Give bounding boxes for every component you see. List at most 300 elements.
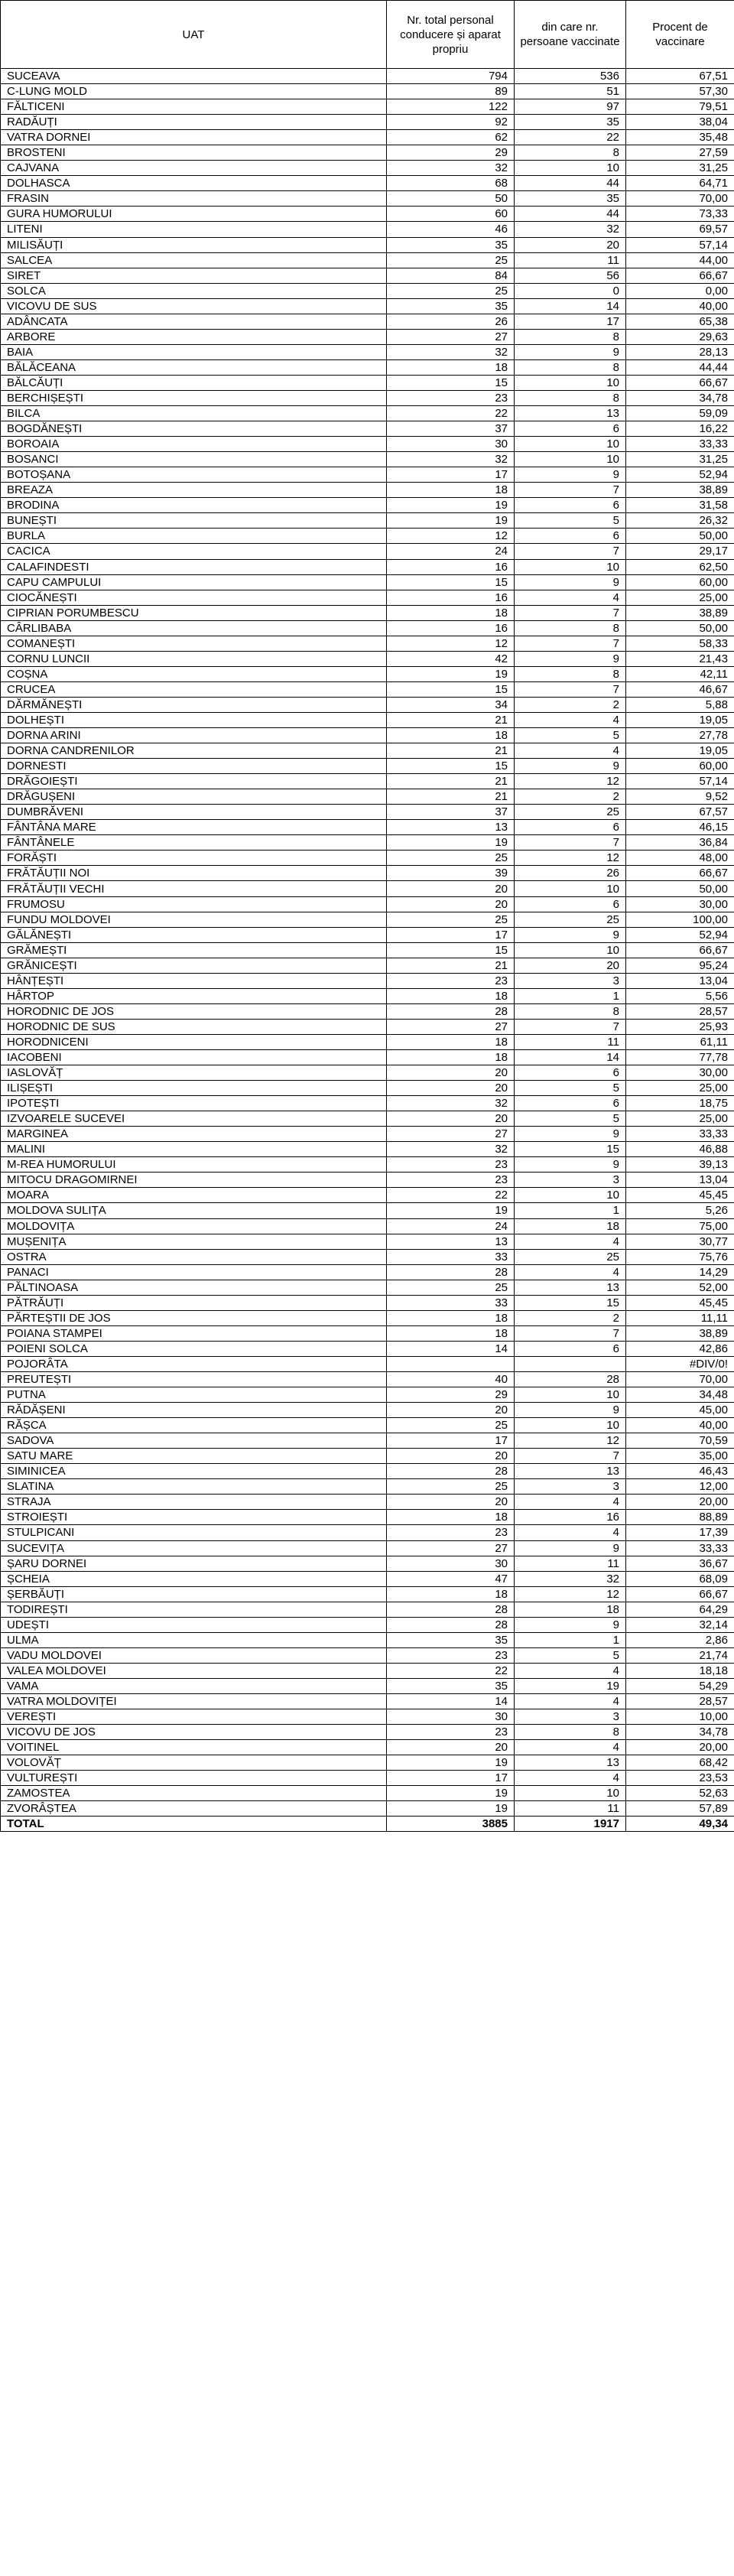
cell-total-personnel: 15 [387,681,515,697]
total-row [1,1817,734,1832]
cell-vaccinated-count: 25 [515,1249,626,1264]
cell-uat-name: VOITINEL [1,1740,387,1755]
cell-total-personnel: 21 [387,789,515,805]
table-row [1,789,734,805]
cell-uat-name: FRASIN [1,191,387,207]
cell-uat-name: LITENI [1,222,387,237]
table-row [1,1003,734,1019]
cell-uat-name: BUNEȘTI [1,513,387,529]
cell-total-personnel: 19 [387,1203,515,1218]
total-uat-name: TOTAL [1,1817,387,1832]
cell-total-personnel: 27 [387,1127,515,1142]
cell-vaccination-percent: 70,00 [626,1371,734,1387]
total-total-personnel: 3885 [387,1817,515,1832]
table-row [1,1556,734,1571]
cell-total-personnel [387,1356,515,1371]
cell-total-personnel: 15 [387,375,515,390]
header-vaccinated-count: din care nr. persoane vaccinate [515,1,626,69]
table-row [1,1418,734,1433]
cell-total-personnel: 14 [387,1341,515,1356]
table-row [1,1586,734,1602]
cell-vaccinated-count: 14 [515,298,626,314]
cell-vaccination-percent: 38,89 [626,483,734,498]
table-row [1,268,734,283]
cell-vaccinated-count: 20 [515,237,626,252]
cell-uat-name: HÂRTOP [1,988,387,1003]
cell-uat-name: VAMA [1,1678,387,1693]
table-row [1,298,734,314]
cell-vaccinated-count: 14 [515,1050,626,1065]
cell-vaccination-percent: 19,05 [626,743,734,759]
cell-total-personnel: 32 [387,1142,515,1157]
cell-total-personnel: 28 [387,1003,515,1019]
cell-vaccination-percent: 75,76 [626,1249,734,1264]
cell-vaccination-percent: 57,14 [626,237,734,252]
cell-uat-name: SIRET [1,268,387,283]
cell-vaccination-percent: 20,00 [626,1495,734,1510]
cell-uat-name: DĂRMĂNEȘTI [1,697,387,712]
cell-vaccinated-count: 10 [515,452,626,467]
cell-uat-name: ULMA [1,1632,387,1647]
table-row [1,1234,734,1249]
cell-vaccination-percent: 25,00 [626,1111,734,1127]
cell-vaccination-percent: 65,38 [626,314,734,329]
cell-uat-name: PĂRTEȘTII DE JOS [1,1310,387,1325]
cell-uat-name: BERCHIȘEȘTI [1,390,387,405]
cell-total-personnel: 18 [387,1325,515,1341]
cell-vaccination-percent: 25,00 [626,590,734,605]
table-row [1,406,734,421]
table-row [1,222,734,237]
cell-vaccinated-count: 4 [515,1663,626,1678]
cell-uat-name: GURA HUMORULUI [1,207,387,222]
cell-uat-name: SOLCA [1,283,387,298]
cell-total-personnel: 92 [387,115,515,130]
cell-total-personnel: 30 [387,1556,515,1571]
table-row [1,161,734,176]
table-row [1,467,734,483]
cell-uat-name: HÂNȚEȘTI [1,973,387,988]
cell-vaccination-percent: 45,45 [626,1188,734,1203]
cell-vaccination-percent: 38,89 [626,605,734,620]
cell-vaccinated-count: 10 [515,161,626,176]
cell-vaccination-percent: 58,33 [626,636,734,651]
table-row [1,728,734,743]
cell-vaccination-percent: 66,67 [626,942,734,958]
cell-vaccination-percent: 19,05 [626,712,734,727]
cell-vaccination-percent: 2,86 [626,1632,734,1647]
table-row [1,681,734,697]
cell-uat-name: BOGDĂNEȘTI [1,421,387,437]
table-row [1,1371,734,1387]
table-row [1,498,734,513]
cell-vaccination-percent: 14,29 [626,1264,734,1280]
cell-total-personnel: 23 [387,1157,515,1173]
cell-vaccinated-count: 10 [515,1188,626,1203]
cell-total-personnel: 27 [387,1540,515,1556]
cell-vaccinated-count: 4 [515,1264,626,1280]
total-vaccination-percent: 49,34 [626,1817,734,1832]
table-row [1,1464,734,1479]
cell-uat-name: STULPICANI [1,1525,387,1540]
cell-vaccinated-count: 12 [515,1586,626,1602]
table-row [1,559,734,574]
cell-vaccinated-count: 9 [515,651,626,666]
cell-vaccinated-count: 51 [515,84,626,99]
table-row [1,973,734,988]
cell-vaccinated-count: 4 [515,1525,626,1540]
cell-vaccinated-count: 8 [515,666,626,681]
table-row [1,1142,734,1157]
cell-vaccinated-count: 4 [515,590,626,605]
cell-uat-name: SADOVA [1,1433,387,1449]
cell-vaccination-percent: 11,11 [626,1310,734,1325]
cell-vaccination-percent: 67,57 [626,805,734,820]
cell-uat-name: POIENI SOLCA [1,1341,387,1356]
cell-total-personnel: 37 [387,805,515,820]
cell-total-personnel: 42 [387,651,515,666]
cell-vaccinated-count: 7 [515,835,626,851]
cell-vaccination-percent: 18,75 [626,1096,734,1111]
cell-uat-name: VADU MOLDOVEI [1,1647,387,1663]
cell-vaccinated-count: 2 [515,697,626,712]
cell-uat-name: ZAMOSTEA [1,1786,387,1801]
table-row [1,958,734,973]
table-row [1,1725,734,1740]
cell-vaccinated-count: 11 [515,252,626,268]
cell-vaccination-percent: 30,00 [626,896,734,912]
cell-vaccinated-count: 8 [515,329,626,344]
cell-vaccination-percent: 67,51 [626,69,734,84]
table-row [1,1602,734,1617]
cell-total-personnel: 19 [387,666,515,681]
table-row [1,1203,734,1218]
cell-uat-name: RĂȘCA [1,1418,387,1433]
cell-vaccinated-count: 9 [515,574,626,590]
cell-vaccinated-count: 16 [515,1510,626,1525]
table-row [1,1034,734,1049]
cell-vaccinated-count: 7 [515,605,626,620]
cell-uat-name: OSTRA [1,1249,387,1264]
cell-vaccinated-count: 3 [515,1709,626,1725]
cell-vaccination-percent: 30,00 [626,1065,734,1081]
cell-total-personnel: 89 [387,84,515,99]
table-row [1,1111,734,1127]
cell-total-personnel: 20 [387,881,515,896]
cell-vaccination-percent: 52,63 [626,1786,734,1801]
table-row [1,1647,734,1663]
cell-uat-name: VATRA DORNEI [1,130,387,145]
cell-total-personnel: 68 [387,176,515,191]
cell-vaccination-percent: 52,94 [626,927,734,942]
cell-uat-name: CACICA [1,544,387,559]
cell-total-personnel: 21 [387,712,515,727]
cell-total-personnel: 20 [387,1449,515,1464]
cell-uat-name: DRĂGOIEȘTI [1,774,387,789]
cell-vaccinated-count: 44 [515,207,626,222]
cell-uat-name: DORNESTI [1,759,387,774]
cell-uat-name: VICOVU DE SUS [1,298,387,314]
cell-vaccinated-count: 7 [515,1019,626,1034]
cell-vaccinated-count: 12 [515,774,626,789]
cell-vaccinated-count: 3 [515,1479,626,1495]
cell-vaccination-percent: 59,09 [626,406,734,421]
cell-vaccination-percent: 21,74 [626,1647,734,1663]
cell-uat-name: MITOCU DRAGOMIRNEI [1,1173,387,1188]
cell-vaccination-percent: 38,89 [626,1325,734,1341]
header-uat: UAT [1,1,387,69]
cell-vaccinated-count: 10 [515,1387,626,1403]
cell-vaccinated-count: 2 [515,789,626,805]
table-row [1,1173,734,1188]
cell-total-personnel: 33 [387,1249,515,1264]
cell-vaccination-percent: 33,33 [626,437,734,452]
cell-total-personnel: 25 [387,912,515,927]
cell-uat-name: PREUTEȘTI [1,1371,387,1387]
table-row [1,1433,734,1449]
cell-vaccination-percent: 0,00 [626,283,734,298]
cell-uat-name: BOROAIA [1,437,387,452]
cell-vaccinated-count: 25 [515,912,626,927]
cell-total-personnel: 18 [387,988,515,1003]
table-row [1,896,734,912]
cell-vaccinated-count: 9 [515,467,626,483]
cell-total-personnel: 794 [387,69,515,84]
cell-vaccination-percent: 34,48 [626,1387,734,1403]
cell-vaccinated-count: 5 [515,1647,626,1663]
cell-uat-name: CIPRIAN PORUMBESCU [1,605,387,620]
cell-uat-name: IPOTEȘTI [1,1096,387,1111]
cell-vaccinated-count: 9 [515,759,626,774]
cell-total-personnel: 84 [387,268,515,283]
table-row [1,820,734,835]
cell-vaccinated-count: 10 [515,1786,626,1801]
cell-uat-name: ZVORÂȘTEA [1,1801,387,1817]
cell-vaccination-percent: 31,58 [626,498,734,513]
cell-uat-name: VOLOVĂȚ [1,1755,387,1771]
cell-vaccinated-count: 8 [515,145,626,161]
cell-total-personnel: 32 [387,452,515,467]
table-row [1,390,734,405]
cell-vaccinated-count: 9 [515,344,626,359]
table-row [1,866,734,881]
cell-vaccinated-count: 6 [515,498,626,513]
cell-total-personnel: 18 [387,1586,515,1602]
table-row [1,1663,734,1678]
cell-total-personnel: 16 [387,620,515,636]
table-row [1,1188,734,1203]
cell-vaccinated-count: 7 [515,681,626,697]
cell-total-personnel: 20 [387,1081,515,1096]
cell-vaccinated-count: 10 [515,559,626,574]
cell-vaccination-percent: 25,93 [626,1019,734,1034]
cell-vaccination-percent: 79,51 [626,99,734,115]
table-row [1,835,734,851]
cell-vaccinated-count: 18 [515,1602,626,1617]
cell-total-personnel: 23 [387,1525,515,1540]
cell-total-personnel: 25 [387,1479,515,1495]
cell-uat-name: DRĂGUȘENI [1,789,387,805]
cell-vaccination-percent: 26,32 [626,513,734,529]
table-row [1,1065,734,1081]
table-row [1,1678,734,1693]
cell-uat-name: IACOBENI [1,1050,387,1065]
table-row [1,437,734,452]
cell-vaccination-percent: 31,25 [626,161,734,176]
cell-vaccination-percent: 33,33 [626,1540,734,1556]
cell-vaccinated-count: 4 [515,712,626,727]
cell-vaccination-percent: 46,43 [626,1464,734,1479]
cell-vaccination-percent: 62,50 [626,559,734,574]
cell-vaccinated-count: 4 [515,1771,626,1786]
cell-vaccinated-count: 8 [515,359,626,375]
table-row [1,942,734,958]
cell-uat-name: BAIA [1,344,387,359]
cell-vaccination-percent: 77,78 [626,1050,734,1065]
cell-vaccinated-count: 3 [515,973,626,988]
cell-vaccination-percent: 28,13 [626,344,734,359]
cell-uat-name: CALAFINDESTI [1,559,387,574]
cell-vaccinated-count: 10 [515,375,626,390]
table-row [1,1740,734,1755]
cell-vaccinated-count: 6 [515,1096,626,1111]
cell-uat-name: CAPU CAMPULUI [1,574,387,590]
cell-uat-name: VEREȘTI [1,1709,387,1725]
table-row [1,574,734,590]
cell-vaccination-percent: 27,59 [626,145,734,161]
cell-uat-name: IZVOARELE SUCEVEI [1,1111,387,1127]
cell-uat-name: GĂLĂNEȘTI [1,927,387,942]
cell-vaccination-percent: 70,00 [626,191,734,207]
cell-vaccination-percent: 44,00 [626,252,734,268]
cell-uat-name: SUCEAVA [1,69,387,84]
cell-total-personnel: 34 [387,697,515,712]
cell-vaccinated-count: 3 [515,1173,626,1188]
cell-total-personnel: 28 [387,1264,515,1280]
cell-vaccination-percent: 46,15 [626,820,734,835]
cell-vaccinated-count: 7 [515,544,626,559]
cell-uat-name: IASLOVĂȚ [1,1065,387,1081]
table-row [1,314,734,329]
cell-vaccination-percent: 35,00 [626,1449,734,1464]
cell-uat-name: SLATINA [1,1479,387,1495]
cell-vaccination-percent: 30,77 [626,1234,734,1249]
cell-total-personnel: 18 [387,359,515,375]
cell-uat-name: VULTUREȘTI [1,1771,387,1786]
table-row [1,1295,734,1310]
cell-vaccination-percent: 33,33 [626,1127,734,1142]
cell-vaccination-percent: 32,14 [626,1617,734,1632]
table-row [1,1693,734,1709]
cell-vaccinated-count: 5 [515,728,626,743]
cell-vaccination-percent: 13,04 [626,1173,734,1188]
cell-vaccinated-count: 56 [515,268,626,283]
table-row [1,620,734,636]
cell-vaccinated-count: 15 [515,1295,626,1310]
cell-vaccination-percent: 66,67 [626,1586,734,1602]
cell-vaccination-percent: 9,52 [626,789,734,805]
cell-total-personnel: 17 [387,467,515,483]
cell-vaccinated-count: 7 [515,636,626,651]
table-row [1,283,734,298]
cell-vaccination-percent: 29,63 [626,329,734,344]
cell-uat-name: RĂDĂȘENI [1,1403,387,1418]
cell-total-personnel: 27 [387,329,515,344]
table-row [1,1540,734,1556]
table-row [1,421,734,437]
cell-vaccination-percent: 29,17 [626,544,734,559]
table-row [1,176,734,191]
cell-vaccinated-count: 22 [515,130,626,145]
cell-uat-name: FÂNTÂNA MARE [1,820,387,835]
header-row [1,1,734,69]
cell-vaccinated-count: 32 [515,222,626,237]
cell-total-personnel: 46 [387,222,515,237]
cell-uat-name: ȘERBĂUȚI [1,1586,387,1602]
cell-vaccination-percent: 52,00 [626,1280,734,1295]
table-row [1,1157,734,1173]
cell-total-personnel: 23 [387,1725,515,1740]
table-row [1,988,734,1003]
table-row [1,1081,734,1096]
cell-uat-name: ADÂNCATA [1,314,387,329]
cell-vaccinated-count: 6 [515,896,626,912]
cell-vaccination-percent: 75,00 [626,1218,734,1234]
cell-vaccinated-count: 7 [515,1325,626,1341]
cell-vaccinated-count: 10 [515,1418,626,1433]
cell-total-personnel: 22 [387,1663,515,1678]
cell-total-personnel: 23 [387,973,515,988]
cell-vaccination-percent: 52,94 [626,467,734,483]
table-row [1,759,734,774]
cell-vaccination-percent: 54,29 [626,1678,734,1693]
cell-vaccination-percent: 40,00 [626,298,734,314]
cell-total-personnel: 24 [387,1218,515,1234]
cell-uat-name: FORĂȘTI [1,851,387,866]
table-row [1,774,734,789]
cell-uat-name: M-REA HUMORULUI [1,1157,387,1173]
cell-vaccinated-count: 6 [515,529,626,544]
cell-uat-name: PĂTRĂUȚI [1,1295,387,1310]
table-row [1,145,734,161]
cell-total-personnel: 20 [387,1740,515,1755]
table-row [1,130,734,145]
cell-total-personnel: 22 [387,406,515,421]
cell-total-personnel: 29 [387,1387,515,1403]
table-row [1,513,734,529]
cell-vaccinated-count: 35 [515,115,626,130]
cell-vaccinated-count: 4 [515,1740,626,1755]
cell-uat-name: MOLDOVA SULIȚA [1,1203,387,1218]
cell-vaccination-percent: 20,00 [626,1740,734,1755]
cell-uat-name: FÂNTÂNELE [1,835,387,851]
cell-total-personnel: 18 [387,728,515,743]
cell-vaccination-percent: 61,11 [626,1034,734,1049]
cell-vaccinated-count: 9 [515,1157,626,1173]
cell-total-personnel: 21 [387,743,515,759]
cell-vaccinated-count: 5 [515,1081,626,1096]
cell-total-personnel: 25 [387,1418,515,1433]
cell-vaccination-percent: 57,89 [626,1801,734,1817]
cell-uat-name: FRĂTĂUȚII VECHI [1,881,387,896]
cell-total-personnel: 12 [387,529,515,544]
cell-uat-name: POIANA STAMPEI [1,1325,387,1341]
cell-vaccination-percent: 69,57 [626,222,734,237]
cell-vaccinated-count: 8 [515,620,626,636]
cell-uat-name: POJORÂTA [1,1356,387,1371]
cell-uat-name: DORNA CANDRENILOR [1,743,387,759]
cell-vaccinated-count: 4 [515,1693,626,1709]
